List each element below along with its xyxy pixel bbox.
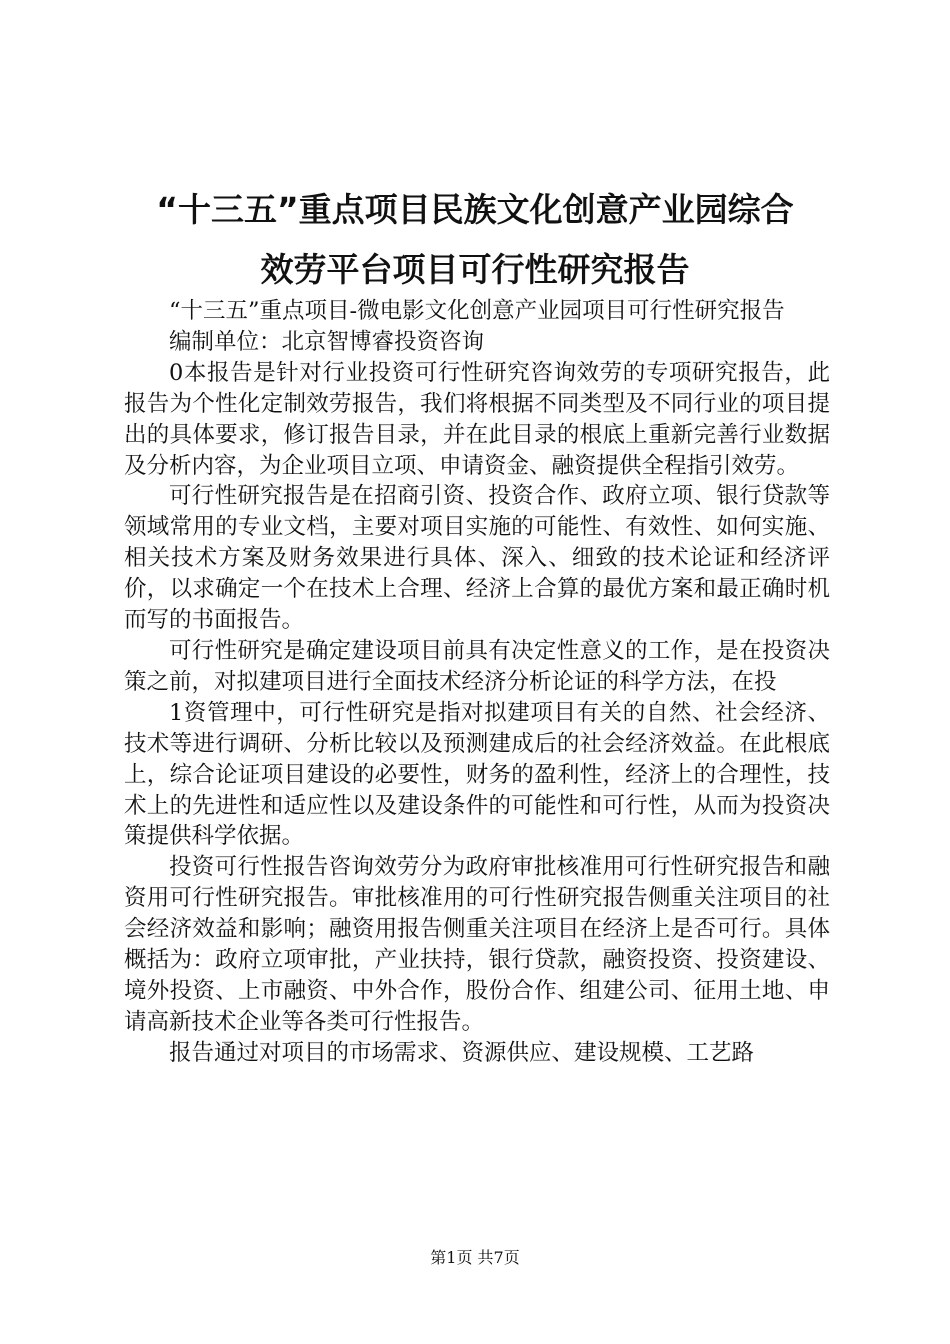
title-line-1: “十三五”重点项目民族文化创意产业园综合: [156, 190, 794, 229]
paragraph: 可行性研究报告是在招商引资、投资合作、政府立项、银行贷款等领域常用的专业文档，主要对项目实施的可能性、有效性、如何实施、相关技术方案及财务效果进行具体、深入、细致的技术论证和经济评价，以求确定一个在技术上合理、经济上合算的最优方案和最正确时机而写的书面报告。: [124, 483, 830, 634]
paragraph: 投资可行性报告咨询效劳分为政府审批核准用可行性研究报告和融资用可行性研究报告。审批核准用的可行性研究报告侧重关注项目的社会经济效益和影响；融资用报告侧重关注项目在经济上是否可行。具体概括为：政府立项审批，产业扶持，银行贷款，融资投资、投资建设、境外投资、上市融资、中外合作，股份合作、组建公司、征用土地、申请高新技术企业等各类可行性报告。: [124, 854, 830, 1035]
title-line-2: 效劳平台项目可行性研究报告: [260, 250, 690, 289]
paragraph: 可行性研究是确定建设项目前具有决定性意义的工作，是在投资决策之前，对拟建项目进行全面技术经济分析论证的科学方法，在投: [124, 637, 830, 695]
paragraph: 报告通过对项目的市场需求、资源供应、建设规模、工艺路: [169, 1039, 755, 1066]
paragraph: 0本报告是针对行业投资可行性研究咨询效劳的专项研究报告，此报告为个性化定制效劳报告，我们将根据不同类型及不同行业的项目提出的具体要求，修订报告目录，并在此目录的根底上重新完善行业数据及分析内容，为企业项目立项、申请资金、融资提供全程指引效劳。: [124, 359, 830, 479]
page-footer: 第1页 共7页: [430, 1248, 520, 1267]
document-body: [124, 296, 830, 1069]
paragraph: 1资管理中，可行性研究是指对拟建项目有关的自然、社会经济、技术等进行调研、分析比较以及预测建成后的社会经济效益。在此根底上，综合论证项目建设的必要性，财务的盈利性，经济上的合理性，技术上的先进性和适应性以及建设条件的可能性和可行性，从而为投资决策提供科学依据。: [124, 699, 830, 850]
paragraph-author: 编制单位：北京智博睿投资咨询: [169, 328, 485, 355]
document-title: [110, 180, 840, 300]
paragraph-subtitle: “十三五”重点项目-微电影文化创意产业园项目可行性研究报告: [169, 298, 785, 324]
